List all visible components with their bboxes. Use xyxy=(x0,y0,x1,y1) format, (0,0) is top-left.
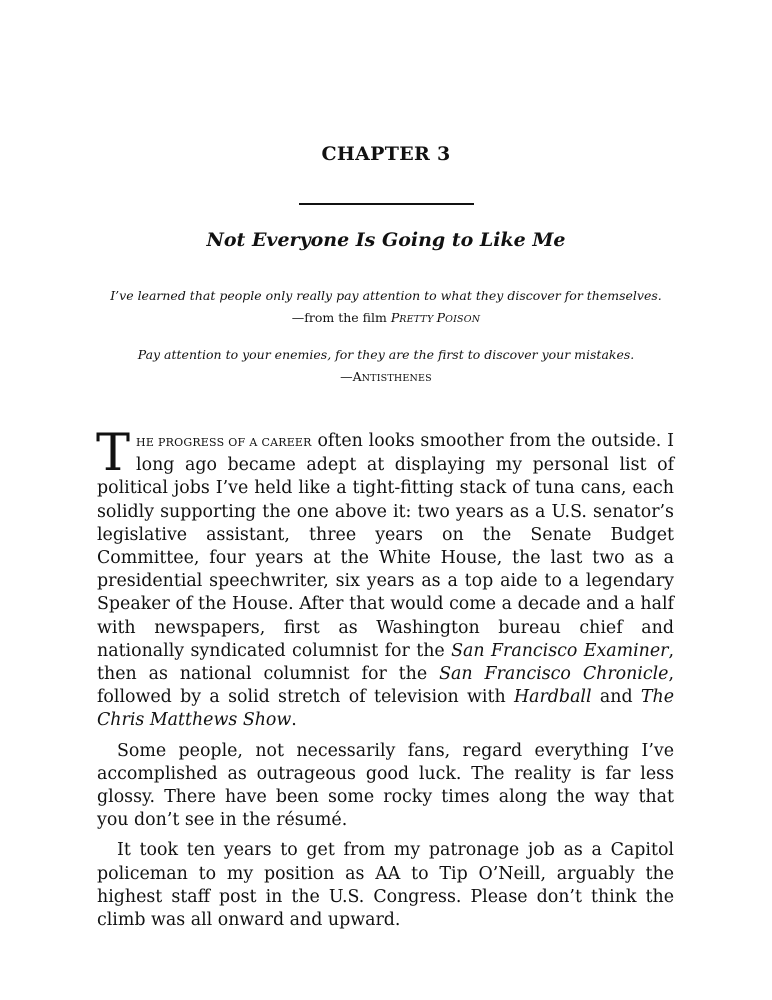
epigraph-1-source-initial-2: P xyxy=(436,310,446,325)
epigraph-2-source-initial: A xyxy=(352,369,362,384)
epigraph-2-attribution-prefix: — xyxy=(340,369,353,384)
epigraph-2 xyxy=(0,344,772,390)
epigraph-2-attribution xyxy=(0,366,772,390)
publication-title-chronicle: San Francisco Chronicle xyxy=(439,664,669,685)
epigraph-2-quote: Pay attention to your enemies, for they are the first to discover your mistakes. xyxy=(137,347,635,362)
paragraph-1 xyxy=(96,424,675,733)
paragraph-2: Some people, not necessarily fans, regard everything I’ve accomplished as outrageous good luck. The reality is far less glossy. There have been some rocky times along the way that you don’t see in the résumé. xyxy=(97,740,674,831)
lead-in-small-caps: HE PROGRESS OF A CAREER xyxy=(136,436,312,449)
chapter-divider xyxy=(299,203,474,205)
epigraph-1-attribution xyxy=(0,307,772,331)
show-title-chris-matthews: The Chris Matthews Show xyxy=(97,687,674,731)
show-title-hardball: Hardball xyxy=(513,687,592,708)
epigraph-1-attribution-prefix: —from the film xyxy=(291,310,391,325)
chapter-number: CHAPTER 3 xyxy=(321,143,451,165)
paragraph-1-text-a: often looks smoother from the outside. I long ago became adept at displaying my personal list of political jobs I’ve held like a tight-fitting stack of tuna cans, each solidly supporting the one above it: two years as a U.S. senator’s legislative assistant, three years on the Senate Budget Committee, four years at the White House, the last two as a presidential speechwriter, six years as a top aide to a legendary Speaker of the House. After that would come a decade and a half with newspapers, first as Washington bureau chief and nationally syndicated columnist for the xyxy=(97,431,674,661)
paragraph-1-text-e: . xyxy=(291,710,297,731)
epigraph-1-source-initial-1: P xyxy=(390,310,400,325)
drop-cap: T xyxy=(96,424,131,483)
paragraph-1-text-c: , followed by a solid stretch of television with xyxy=(97,664,674,708)
epigraph-1-quote: I’ve learned that people only really pay attention to what they discover for themselves. xyxy=(110,288,662,303)
chapter-title: Not Everyone Is Going to Like Me xyxy=(206,229,566,251)
paragraph-1-text-b: , then as national columnist for the xyxy=(97,640,675,685)
publication-title-examiner: San Francisco Examiner xyxy=(451,640,669,661)
epigraph-2-source-rest: NTISTHENES xyxy=(361,373,432,384)
paragraph-1-text-d: and xyxy=(591,687,641,708)
epigraph-1-source-rest-2: OISON xyxy=(445,314,481,325)
epigraph-1-source-rest-1: RETTY xyxy=(399,314,437,325)
epigraph-1-source xyxy=(391,310,480,325)
paragraph-3: It took ten years to get from my patronage job as a Capitol policeman to my position as AA to Tip O’Neill, arguably the highest staff post in the U.S. Congress. Please don’t think the climb was all onward and upward. xyxy=(97,840,674,931)
chapter-body xyxy=(96,424,675,932)
epigraph-1 xyxy=(0,285,772,331)
